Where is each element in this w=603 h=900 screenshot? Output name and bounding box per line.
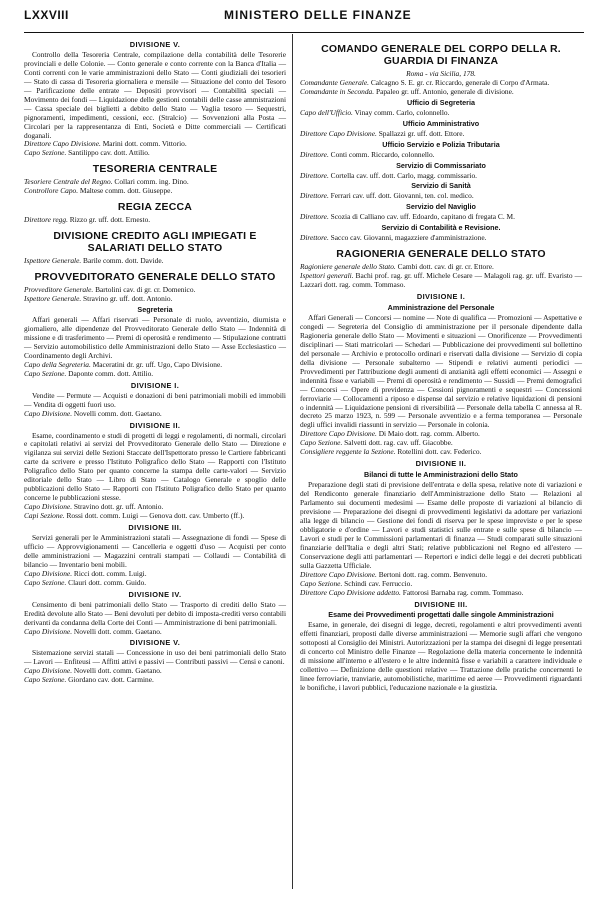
- left-staff-entry: [24, 370, 286, 379]
- page-header: [24, 8, 584, 30]
- staff-role: Tesoriere Centrale del Regno.: [24, 177, 113, 187]
- staff-role: Capo Sezione.: [24, 148, 67, 158]
- staff-role: Capo Divisione.: [24, 568, 73, 578]
- right-staff-entry: [300, 130, 582, 139]
- staff-name: Bartolini cav. di gr. cr. Domenico.: [93, 285, 196, 295]
- right-office-heading: Servizio del Naviglio: [406, 202, 476, 212]
- left-duties-paragraph: Affari generali — Affari riservati — Personale di ruolo, avventizio, diurnista e giornaliero, alle dipendenze del Provveditorato Generale dello Stato — Indennità di missione e di trasferimento — Premi di operosità e rendimento — Stipulazione contratti — Servizio automobilistico delle Amministrazioni dello Stato — Asse Ecclesiastico — Coordinamento degli Archivi.: [24, 315, 286, 360]
- left-staff-entry: [24, 512, 286, 521]
- staff-role: Direttore.: [300, 170, 329, 180]
- staff-name: Novelli dott. comm. Gaetano.: [72, 666, 162, 676]
- staff-role: Direttore Capo Divisione.: [24, 139, 101, 149]
- staff-role: Capo Divisione.: [24, 502, 73, 512]
- staff-name: Stravino gr. uff. dott. Antonio.: [81, 294, 173, 304]
- staff-role: Direttore Capo Divisione.: [300, 569, 377, 579]
- left-division-heading: DIVISIONE II.: [129, 420, 181, 430]
- right-division-heading: DIVISIONE II.: [415, 459, 467, 469]
- staff-name: Bertoni dott. rag. comm. Benvenuto.: [376, 569, 488, 579]
- staff-role: Capo Divisione.: [24, 408, 73, 418]
- staff-name: Barile comm. dott. Davide.: [81, 256, 164, 266]
- staff-role: Controllore Capo.: [24, 186, 79, 196]
- staff-name: Novelli dott. comm. Gaetano.: [72, 626, 162, 636]
- right-staff-entry: [300, 213, 582, 222]
- right-address-line: Roma - via Sicilia, 178.: [406, 69, 476, 78]
- staff-name: Daponte comm. dott. Attilio.: [66, 368, 154, 378]
- staff-role: Direttore.: [300, 233, 329, 243]
- right-office-heading: Bilanci di tutte le Amministrazioni dello Stato: [364, 470, 518, 480]
- staff-role: Capo Divisione.: [24, 626, 73, 636]
- staff-role: Capi Sezione.: [24, 511, 65, 521]
- left-division-heading: DIVISIONE V.: [129, 40, 181, 49]
- staff-name: Rossi dott. comm. Luigi — Genova dott. cav. Umberto (ff.).: [64, 511, 245, 521]
- staff-role: Direttore.: [300, 191, 329, 201]
- right-staff-entry: [300, 234, 582, 243]
- right-duties-paragraph: Preparazione degli stati di previsione dell'entrata e della spesa, relative note di variazioni e del Rendiconto generale finanziario dell'Amministrazione dello Stato — Relazioni al Parlamento sui documenti medesimi — Esame delle proposte di variazioni al bilancio di previsione — Preparazione dei disegni di provvedimenti legislativi da adottare per variazioni alla legge di bilancio — Gestione dei fondi di riserva per le spese impreviste e per le spese obbligatorie e d'ordine — Lavori e studi statistici sulle entrate e sulle spese di bilancio — Lavori e studi per le Commissioni parlamentari di finanza — Studi comparati sulle situazioni finanziarie dell'Italia e degli altri Stati; relative pubblicazioni nel Regno ed all'estero — Conservazione degli atti parlamentari — Repertori e indici delle leggi e dei decreti pubblicati sulla Gazzetta Ufficiale.: [300, 480, 582, 570]
- staff-role: Direttore.: [300, 149, 329, 159]
- staff-name: Ricci dott. comm. Luigi.: [72, 568, 147, 578]
- right-staff-entry: [300, 589, 582, 598]
- left-office-heading: Segreteria: [137, 305, 173, 315]
- left-duties-paragraph: Vendite — Permute — Acquisti e donazioni di beni patrimoniali mobili ed immobili — Vendita di oggetti fuori uso.: [24, 390, 286, 409]
- left-staff-entry: [24, 216, 286, 225]
- staff-name: Bachi prof. rag. gr. uff. Michele Cesare — Malagoli rag. gr. uff. Evaristo — Lazzari dott. rag. comm. Tommaso.: [300, 271, 583, 290]
- right-staff-entry: [300, 172, 582, 181]
- staff-name: Ferrari cav. uff. dott. Giovanni, ten. col. medico.: [328, 191, 474, 201]
- staff-role: Capo Sezione.: [300, 438, 343, 448]
- staff-name: Rotellini dott. cav. Federico.: [395, 447, 482, 457]
- staff-name: Maceratini dr. gr. uff. Ugo, Capo Divisione.: [90, 359, 223, 369]
- staff-role: Capo Sezione.: [300, 578, 343, 588]
- staff-name: Schindi cav. Ferruccio.: [342, 578, 413, 588]
- right-office-heading: Ufficio Servizio e Polizia Tributaria: [382, 139, 500, 149]
- left-staff-entry: [24, 628, 286, 637]
- right-staff-entry: [300, 109, 582, 118]
- staff-name: Di Maio dott. rag. comm. Alberto.: [376, 429, 480, 439]
- left-division-heading: DIVISIONE III.: [128, 523, 182, 533]
- staff-role: Provveditore Generale.: [24, 285, 94, 295]
- staff-role: Comandante Generale.: [300, 77, 369, 87]
- staff-name: Marini dott. comm. Vittorio.: [100, 139, 187, 149]
- left-division-heading: DIVISIONE IV.: [128, 589, 182, 599]
- left-staff-entry: [24, 410, 286, 419]
- staff-name: Conti comm. Riccardo, colonnello.: [328, 149, 435, 159]
- left-duties-paragraph: Controllo della Tesoreria Centrale, compilazione della contabilità delle Tesorerie provinciali e delle Colonie. — Conto generale e conto corrente con la Banca d'Italia — Conti correnti con le varie amministrazioni dello Stato — Conti giudiziali dei tesorieri — Stato di cassa di Tesoreria giornaliera e mensile — Situazione del conto del Tesoro — Parificazione delle entrate — Depositi provvisori — Contabilità speciali — Movimento dei fondi — Liquidazione delle gestioni contabili delle casse ammistrazioni — Cassa speciale dei biglietti a debito dello Stato — Vaglia tesoro — Sequestri, pignoramenti, impedimenti, cessioni, ecc. (Stralcio) — Sovvenzioni alla Posta — Circolari per la rappresentanza di Enti, Società e Ditte commerciali — Certificati doganali.: [24, 49, 286, 140]
- staff-role: Comandante in Seconda.: [300, 86, 375, 96]
- left-duties-paragraph: Censimento di beni patrimoniali dello Stato — Trasporto di crediti dello Stato — Eredità devolute allo Stato — Beni devoluti per debito di imposta-crediti verso contabili derivanti da condanna della Corte dei Conti — Amministrazione di beni patrimoniali.: [24, 599, 286, 627]
- staff-role: Ispettore Generale.: [24, 256, 82, 266]
- right-office-heading: Amministrazione del Personale: [387, 303, 495, 313]
- left-section-heading: REGIA ZECCA: [117, 201, 193, 214]
- staff-name: Fattorosi Barnaba rag. comm. Tommaso.: [400, 587, 524, 597]
- right-office-heading: Ufficio di Segreteria: [407, 97, 475, 107]
- right-staff-entry: [300, 192, 582, 201]
- staff-role: Ispettori generali.: [300, 271, 354, 281]
- left-staff-entry: [24, 149, 286, 158]
- staff-name: Calcagno S. E. gr. cr. Riccardo, generale di Corpo d'Armata.: [368, 77, 550, 87]
- staff-name: Novelli comm. dott. Gaetano.: [72, 408, 162, 418]
- staff-name: Rizzo gr. uff. dott. Ernesto.: [67, 215, 151, 225]
- right-section-heading: RAGIONERIA GENERALE DELLO STATO: [336, 248, 546, 261]
- staff-role: Capo Sezione.: [24, 577, 67, 587]
- left-column: [24, 38, 286, 685]
- staff-role: Direttore Capo Divisione addetto.: [300, 587, 401, 597]
- staff-role: Direttore Capo Divisione.: [300, 128, 377, 138]
- staff-role: Direttore.: [300, 212, 329, 222]
- staff-role: Ragioniere generale dello Stato.: [300, 262, 396, 272]
- right-division-heading: DIVISIONE I.: [416, 292, 466, 302]
- header-rule: [24, 32, 584, 33]
- staff-name: Giordano cav. dott. Carmine.: [66, 675, 154, 685]
- staff-name: Santilippo cav. dott. Attilio.: [66, 148, 150, 158]
- page-number: LXXVIII: [24, 8, 69, 22]
- staff-role: Capo dell'Ufficio.: [300, 107, 353, 117]
- left-section-heading: DIVISIONE CREDITO AGLI IMPIEGATI E SALARIATI DELLO STATO: [53, 230, 257, 255]
- right-duties-paragraph: Esame, in generale, dei disegni di legge, decreti, regolamenti e altri provvedimenti aventi effetti finanziari, proposti dalle diverse amministrazioni — Memorie sugli affari che vengono sottoposti al Consiglio dei Ministri. Autorizzazioni per la stampa dei disegni di legge presentati di concerto col Ministro delle Finanze — Regolazione della materia concernente le indennità di missione all'interno e all'estero e le altre indennità fisse e variabili a carattere individuale e collettivo — Definizione delle questioni relative — Trattazione delle pratiche concernenti le linee ferroviarie, tranviarie, automobilistiche, marittime ed aeree — Provvedimenti riguardanti le bonifiche, i lavori pubblici, l'educazione nazionale e la giustizia.: [300, 620, 582, 693]
- right-office-heading: Servizio di Contabilità e Revisione.: [381, 223, 501, 233]
- right-duties-paragraph: Affari Generali — Concorsi — nomine — Note di qualifica — Promozioni — Aspettative e congedi — Segreteria del Consiglio di amministrazione per il personale dipendente dalla Ragioneria generale dello Stato — Movimenti e situazioni — Onorificenze — Provvedimenti disciplinari — Stati matricolari — Schedari — Pubblicazione dei provvedimenti sul bollettino del personale — Archivio e protocollo ordinari e riservati dalla divisione — Servizio di copia della divisione — Personale subalterno — Stipendi e relativi aumenti periodici — Provvedimenti per l'attribuzione degli aumenti di anzianità agli effetti economici — Assegni e indennità fisse e variabili — Premi di operosità e rendimento — Sussidi — Premi demografici — Concorsi — Opere di previdenza — Cessioni pignoramenti e sequestri — Concessioni ferroviarie — Collocamenti a riposo e dispense dal servizio e relative liquidazioni di pensioni o indennità — Liquidazione pensioni di riversibilità — Personale della tabella C annessa al R. decreto 25 marzo 1923, n. 599 — Personale avventizio e a ferma temporanea — Personale degli uffici invalidi riassunti in servizio — Personale in colonia.: [300, 312, 582, 430]
- right-division-heading: DIVISIONE III.: [414, 599, 468, 609]
- staff-name: Vinay comm. Carlo, colonnello.: [352, 107, 450, 117]
- staff-name: Papaleo gr. uff. Antonio, generale di divisione.: [374, 86, 514, 96]
- staff-role: Ispettore Generale.: [24, 294, 82, 304]
- left-staff-entry: [24, 257, 286, 266]
- staff-role: Capo Divisione.: [24, 666, 73, 676]
- staff-role: Direttore Capo Divisione.: [300, 429, 377, 439]
- staff-name: Cambi dott. cav. di gr. cr. Ettore.: [395, 262, 494, 272]
- staff-name: Cortella cav. uff. dott. Carlo, magg. commissario.: [328, 170, 478, 180]
- left-staff-entry: [24, 187, 286, 196]
- staff-name: Clauri dott. comm. Guido.: [66, 577, 147, 587]
- left-division-heading: DIVISIONE I.: [130, 380, 180, 390]
- left-division-heading: DIVISIONE V.: [129, 638, 181, 648]
- left-staff-entry: [24, 295, 286, 304]
- left-section-heading: TESORERIA CENTRALE: [92, 163, 218, 176]
- left-duties-paragraph: Esame, coordinamento e studi di progetti di leggi e regolamenti, di normali, circolari e capitolati relativi ai servizi del Provveditorato Generale dello Stato — Direzione e vigilanza sui servizi delle Sezioni Staccate dell'Ispettorato presso le Cartiere fabbricanti carte da scrivere e presso l'Istituto Poligrafico dello Stato — Rapporti con l'Istituto Poligrafico dello Stato per quanto concerne la stampa delle carte-valori — Servizio editoriale dello Stato — Libro di Stato — Catalogo Generale e spoglio delle pubblicazioni dello Stato — Rapporti con l'Istituto Poligrafico dello Stato per quanto concerne le pubblicazioni stesse.: [24, 430, 286, 503]
- right-staff-entry: [300, 88, 582, 97]
- staff-name: Sacco cav. Giovanni, magazziere d'amministrazione.: [328, 233, 487, 243]
- left-staff-entry: [24, 579, 286, 588]
- staff-role: Direttore regg.: [24, 215, 68, 225]
- running-title: MINISTERO DELLE FINANZE: [224, 8, 412, 22]
- staff-name: Spallazzi gr. uff. dott. Ettore.: [376, 128, 465, 138]
- right-staff-entry: [300, 448, 582, 457]
- right-staff-entry: [300, 151, 582, 160]
- staff-name: Maltese comm. dott. Giuseppe.: [78, 186, 173, 196]
- staff-name: Stravino dott. gr. uff. Antonio.: [72, 502, 164, 512]
- right-office-heading: Esame dei Provvedimenti progettati dalle singole Amministrazioni: [328, 610, 554, 620]
- right-office-heading: Ufficio Amministrativo: [402, 118, 480, 128]
- staff-name: Salvetti dott. rag. cav. uff. Giacobbe.: [342, 438, 453, 448]
- left-duties-paragraph: Servizi generali per le Amministrazioni statali — Assegnazione di fondi — Spese di ufficio — Approvvigionamenti — Cancelleria e oggetti d'uso — Acquisti per conto delle amministrazioni — Magazzini centrali stampati — Collaudi — Contabilità di bilancio — Inventario beni mobili.: [24, 532, 286, 569]
- staff-role: Capo Sezione.: [24, 368, 67, 378]
- right-section-heading: COMANDO GENERALE DEL CORPO DELLA R. GUARDIA DI FINANZA: [321, 43, 561, 67]
- staff-name: Collari comm. ing. Dino.: [112, 177, 189, 187]
- right-office-heading: Servizio di Commissariato: [396, 160, 486, 170]
- staff-role: Capo della Segreteria.: [24, 359, 91, 369]
- right-office-heading: Servizio di Sanità: [411, 181, 471, 191]
- right-staff-entry: [300, 272, 582, 290]
- column-divider: [292, 34, 293, 889]
- staff-name: Scozia di Calliano cav. uff. Edoardo, capitano di fregata C. M.: [328, 212, 515, 222]
- right-column: [300, 38, 582, 693]
- left-section-heading: PROVVEDITORATO GENERALE DELLO STATO: [34, 271, 276, 284]
- staff-role: Consigliere reggente la Sezione.: [300, 447, 396, 457]
- left-staff-entry: [24, 676, 286, 685]
- left-duties-paragraph: Sistemazione servizi statali — Concessione in uso dei beni patrimoniali dello Stato — Lavori — Enfiteusi — Affitti attivi e passivi — Contributi passivi — Censi e canoni.: [24, 648, 286, 667]
- staff-role: Capo Sezione.: [24, 675, 67, 685]
